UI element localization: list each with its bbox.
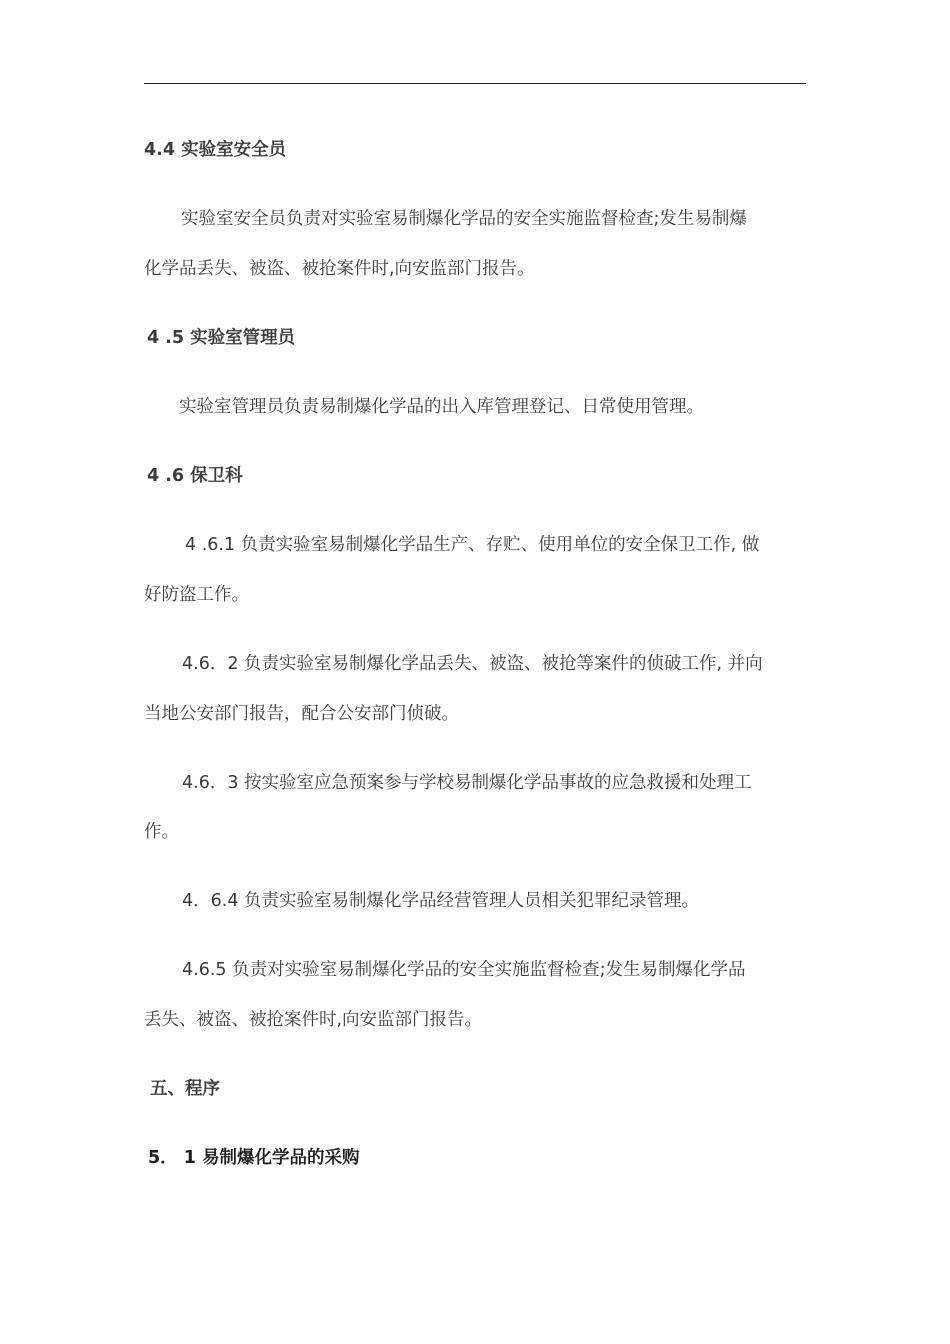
paragraph-4-6-1-line-2: 好防盗工作。 [144, 585, 249, 605]
section-heading-4-5: 4 .5 实验室管理员 [147, 328, 296, 348]
section-heading-5: 五、程序 [150, 1079, 220, 1099]
paragraph-4-6-3-line-2: 作。 [144, 822, 179, 842]
paragraph-4-4-line-1: 实验室安全员负责对实验室易制爆化学品的安全实施监督检查;发生易制爆 [181, 209, 747, 229]
paragraph-4-6-3-line-1: 4.6．3 按实验室应急预案参与学校易制爆化学品事故的应急救援和处理工 [182, 773, 752, 793]
paragraph-4-6-4-line-1: 4．6.4 负责实验室易制爆化学品经营管理人员相关犯罪纪录管理。 [182, 891, 700, 911]
section-heading-4-4: 4.4 实验室安全员 [144, 140, 287, 160]
paragraph-4-6-1-line-1: 4 .6.1 负责实验室易制爆化学品生产、存贮、使用单位的安全保卫工作, 做 [185, 535, 760, 555]
paragraph-4-6-5-line-2: 丢失、被盗、被抢案件时,向安监部门报告。 [144, 1010, 483, 1030]
section-heading-5-1: 5． 1 易制爆化学品的采购 [148, 1148, 360, 1168]
paragraph-4-6-2-line-1: 4.6．2 负责实验室易制爆化学品丢失、被盗、被抢等案件的侦破工作, 并向 [182, 654, 763, 674]
header-rule [144, 83, 806, 84]
paragraph-4-5-line-1: 实验室管理员负责易制爆化学品的出入库管理登记、日常使用管理。 [179, 397, 704, 417]
paragraph-4-6-5-line-1: 4.6.5 负责对实验室易制爆化学品的安全实施监督检查;发生易制爆化学品 [182, 960, 746, 980]
paragraph-4-4-line-2: 化学品丢失、被盗、被抢案件时,向安监部门报告。 [144, 259, 535, 279]
section-heading-4-6: 4 .6 保卫科 [147, 466, 243, 486]
paragraph-4-6-2-line-2: 当地公安部门报告，配合公安部门侦破。 [144, 704, 459, 724]
